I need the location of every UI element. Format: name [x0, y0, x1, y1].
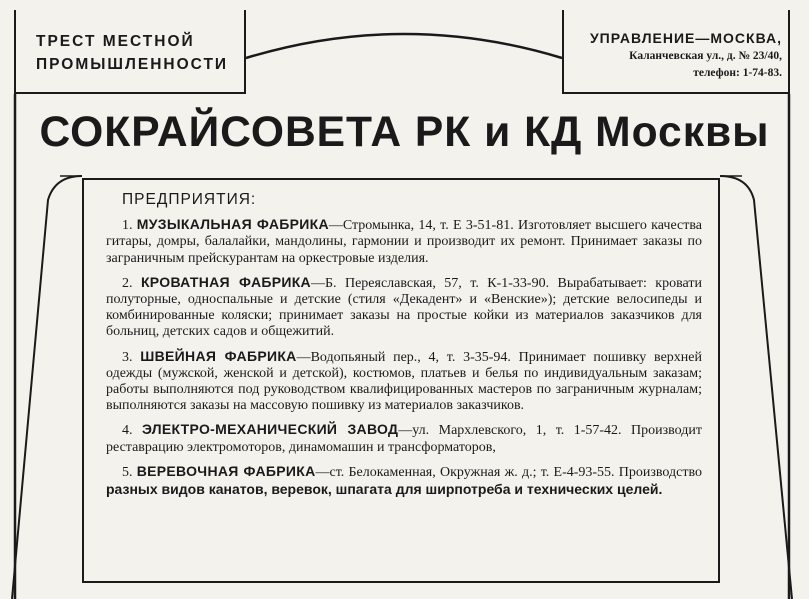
- page-title: СОКРАЙСОВЕТА РК и КД Москвы: [39, 108, 770, 156]
- enterprise-number: 5.: [122, 464, 133, 480]
- enterprise-item: [106, 421, 702, 455]
- enterprise-text: —Водопьяный пер., 4, т. 3-35-94. Принимает пошивку верхней одежды (мужской, женской и детской), костюмов, платьев и белья по индивидуальным заказам; работы выполняются под руководством квалифицированных мастеров по заграничным журналам; выполняются заказы на массовую пошивку из материалов заказчиков.: [106, 349, 702, 414]
- enterprise-number: 2.: [122, 275, 133, 291]
- enterprise-text: —Стромынка, 14, т. Е 3-51-81. Изготовляет высшего качества гитары, домры, балалайки, мандолины, гармонии и производит их ремонт. Принимает заказы по заграничным прейскурантам на оркестровые изделия.: [106, 218, 702, 266]
- enterprise-text: —ул. Мархлевского, 1, т. 1-57-42. Производит реставрацию электромоторов, динамомашин и трансформаторов,: [106, 423, 703, 455]
- enterprise-text: —Б. Переяславская, 57, т. К-1-33-90. Вырабатывает: кровати полуторные, односпальные и детские (стиля «Декадент» и «Венские»); детские велосипеды и комбинированные коляски; принимает заказы на простые койки из материалов заказчиков для больниц, детских садов и общежитий.: [106, 275, 702, 340]
- enterprise-number: 3.: [122, 349, 133, 365]
- enterprise-name: ШВЕЙНАЯ ФАБРИКА: [140, 347, 297, 364]
- enterprise-item: [106, 463, 702, 499]
- enterprise-name: ВЕРЕВОЧНАЯ ФАБРИКА: [136, 462, 316, 479]
- trust-name-line1: ТРЕСТ МЕСТНОЙ: [36, 33, 195, 50]
- enterprise-name: КРОВАТНАЯ ФАБРИКА: [140, 273, 311, 290]
- enterprise-item: [106, 274, 702, 341]
- enterprise-item: [106, 348, 702, 415]
- header-right-box: [562, 10, 790, 94]
- management-city: УПРАВЛЕНИЕ—МОСКВА,: [589, 30, 782, 46]
- enterprise-name: МУЗЫКАЛЬНАЯ ФАБРИКА: [136, 216, 329, 233]
- enterprises-box: [82, 178, 720, 583]
- section-title: ПРЕДПРИЯТИЯ:: [122, 191, 257, 208]
- enterprise-text-bold: разных видов канатов, веревок, шпагата для ширпотреба и технических целей.: [106, 481, 663, 498]
- trust-name-line2: ПРОМЫШЛЕННОСТИ: [36, 56, 229, 73]
- enterprise-number: 4.: [122, 423, 133, 439]
- enterprise-name: ЭЛЕКТРО-МЕХАНИЧЕСКИЙ ЗАВОД: [141, 421, 399, 438]
- enterprise-number: 1.: [122, 218, 133, 234]
- management-address: Каланчевская ул., д. № 23/40,: [629, 50, 782, 62]
- enterprise-text: —ст. Белокаменная, Окружная ж. д.; т. Е-4-93-55. Производство: [315, 464, 702, 480]
- enterprise-item: [106, 216, 702, 267]
- header-left-box: [14, 10, 246, 94]
- management-phone: телефон: 1-74-83.: [693, 67, 782, 79]
